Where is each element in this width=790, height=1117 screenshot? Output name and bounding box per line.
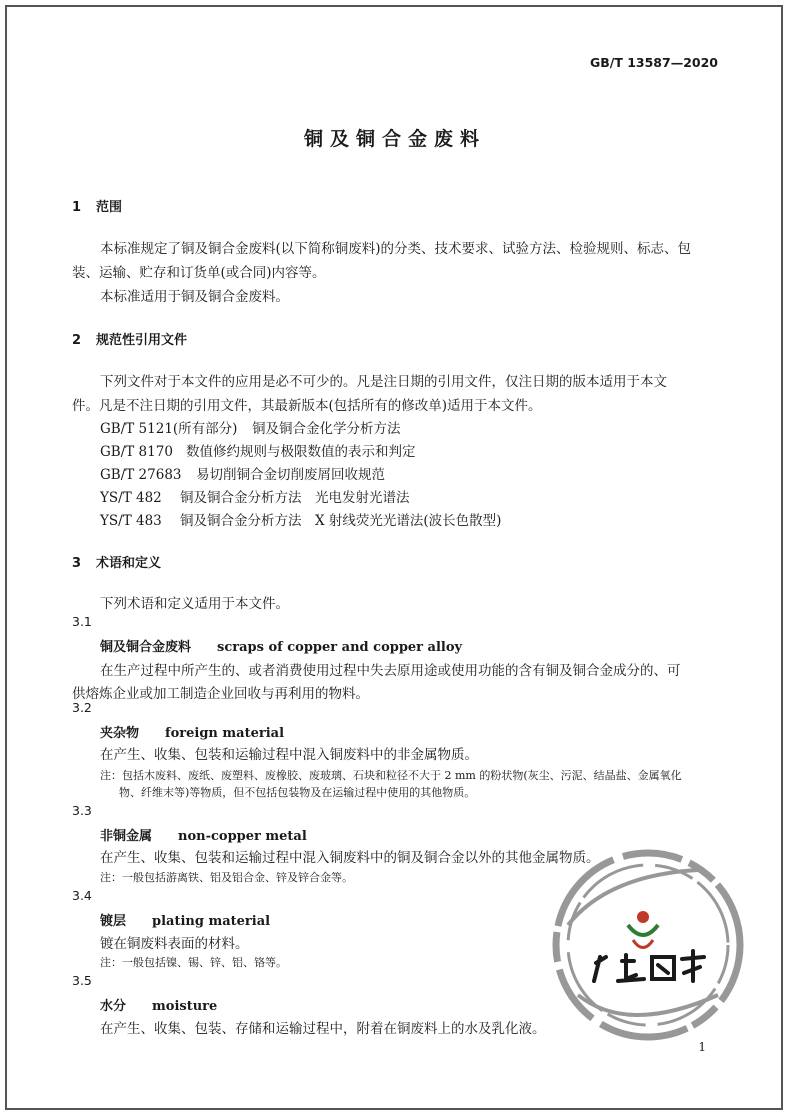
reference-item — [100, 486, 410, 506]
logo-icon — [628, 911, 658, 948]
section-3-title: 术语和定义 — [96, 556, 162, 571]
s3-intro: 下列术语和定义适用于本文件。 — [100, 596, 289, 612]
document-title: 铜及铜合金废料 — [303, 128, 486, 150]
section-1-heading — [72, 196, 122, 215]
section-2-heading — [72, 329, 187, 348]
reference-code: YS/T 482 — [100, 490, 162, 506]
term-heading — [100, 825, 307, 844]
section-3-number: 3 — [72, 556, 82, 571]
reference-code: GB/T 27683 — [100, 467, 182, 483]
term-en: moisture — [152, 999, 218, 1014]
term-definition: 镀在铜废料表面的材料。 — [100, 936, 249, 952]
reference-code: GB/T 8170 — [100, 444, 173, 460]
reference-item — [100, 440, 416, 460]
reference-title: 铜及铜合金分析方法 光电发射光谱法 — [180, 490, 410, 506]
term-note: 注：一般包括镍、锡、锌、铝、铬等。 — [100, 956, 287, 969]
reference-code: YS/T 483 — [100, 513, 162, 529]
term-number: 3.4 — [72, 888, 92, 903]
term-heading — [100, 722, 284, 741]
term-zh: 夹杂物 — [100, 726, 140, 741]
reference-code: GB/T 5121(所有部分) — [100, 421, 238, 437]
term-zh: 非铜金属 — [100, 829, 153, 844]
reference-item — [100, 509, 501, 529]
section-1-number: 1 — [72, 200, 82, 215]
term-en: scraps of copper and copper alloy — [217, 640, 463, 655]
watermark-stamp — [548, 845, 748, 1045]
section-3-heading — [72, 552, 161, 571]
term-number: 3.3 — [72, 803, 92, 818]
reference-item — [100, 417, 401, 437]
s1-para-1-line-1: 本标准规定了铜及铜合金废料(以下简称铜废料)的分类、技术要求、试验方法、检验规则、标志、包 — [100, 241, 692, 257]
term-definition-line-2: 供熔炼企业或加工制造企业回收与再利用的物料。 — [72, 686, 369, 702]
standard-number: GB/T 13587—2020 — [589, 55, 718, 70]
term-definition-line-1: 在生产过程中所产生的、或者消费使用过程中失去原用途或使用功能的含有铜及铜合金成分的、可 — [100, 663, 681, 679]
term-number: 3.1 — [72, 614, 92, 629]
term-zh: 镀层 — [100, 914, 127, 929]
reference-title: 易切削铜合金切削废屑回收规范 — [196, 467, 385, 483]
s1-para-2: 本标准适用于铜及铜合金废料。 — [100, 289, 289, 305]
s2-para-1-line-1: 下列文件对于本文件的应用是必不可少的。凡是注日期的引用文件，仅注日期的版本适用于本文 — [100, 374, 667, 390]
section-2-title: 规范性引用文件 — [96, 333, 188, 348]
reference-title: 铜及铜合金分析方法 X 射线荧光光谱法(波长色散型) — [180, 513, 502, 529]
reference-title: 数值修约规则与极限数值的表示和判定 — [186, 444, 416, 460]
reference-title: 铜及铜合金化学分析方法 — [252, 421, 401, 437]
term-definition: 在产生、收集、包装、存储和运输过程中，附着在铜废料上的水及乳化液。 — [100, 1021, 546, 1037]
reference-item — [100, 463, 385, 483]
term-zh: 铜及铜合金废料 — [100, 640, 192, 655]
term-definition: 在产生、收集、包装和运输过程中混入铜废料中的非金属物质。 — [100, 747, 478, 763]
s1-para-1-line-2: 装、运输、贮存和订货单(或合同)内容等。 — [72, 265, 326, 281]
term-en: plating material — [152, 914, 271, 929]
term-zh: 水分 — [100, 999, 127, 1014]
s2-para-1-line-2: 件。凡是不注日期的引用文件，其最新版本(包括所有的修改单)适用于本文件。 — [72, 398, 542, 414]
term-note-line-1: 注：包括木废料、废纸、废塑料、废橡胶、废玻璃、石块和粒径不大于 2 mm 的粉状物(灰尘、污泥、结晶盐、金属氧化 — [100, 769, 682, 782]
section-2-number: 2 — [72, 333, 82, 348]
section-1-title: 范围 — [96, 200, 123, 215]
page-number: 1 — [698, 1040, 706, 1054]
stamp-calligraphy-icon — [594, 951, 704, 981]
term-en: non-copper metal — [178, 829, 307, 844]
term-number: 3.2 — [72, 700, 92, 715]
term-heading — [100, 910, 270, 929]
term-en: foreign material — [165, 726, 285, 741]
term-note: 注：一般包括游离铁、铝及铝合金、锌及锌合金等。 — [100, 871, 353, 884]
term-note-line-2: 物、纤维末等)等物质，但不包括包装物及在运输过程中使用的其他物质。 — [119, 786, 476, 799]
term-definition: 在产生、收集、包装和运输过程中混入铜废料中的铜及铜合金以外的其他金属物质。 — [100, 850, 600, 866]
term-heading — [100, 995, 217, 1014]
term-heading — [100, 636, 462, 655]
term-number: 3.5 — [72, 973, 92, 988]
